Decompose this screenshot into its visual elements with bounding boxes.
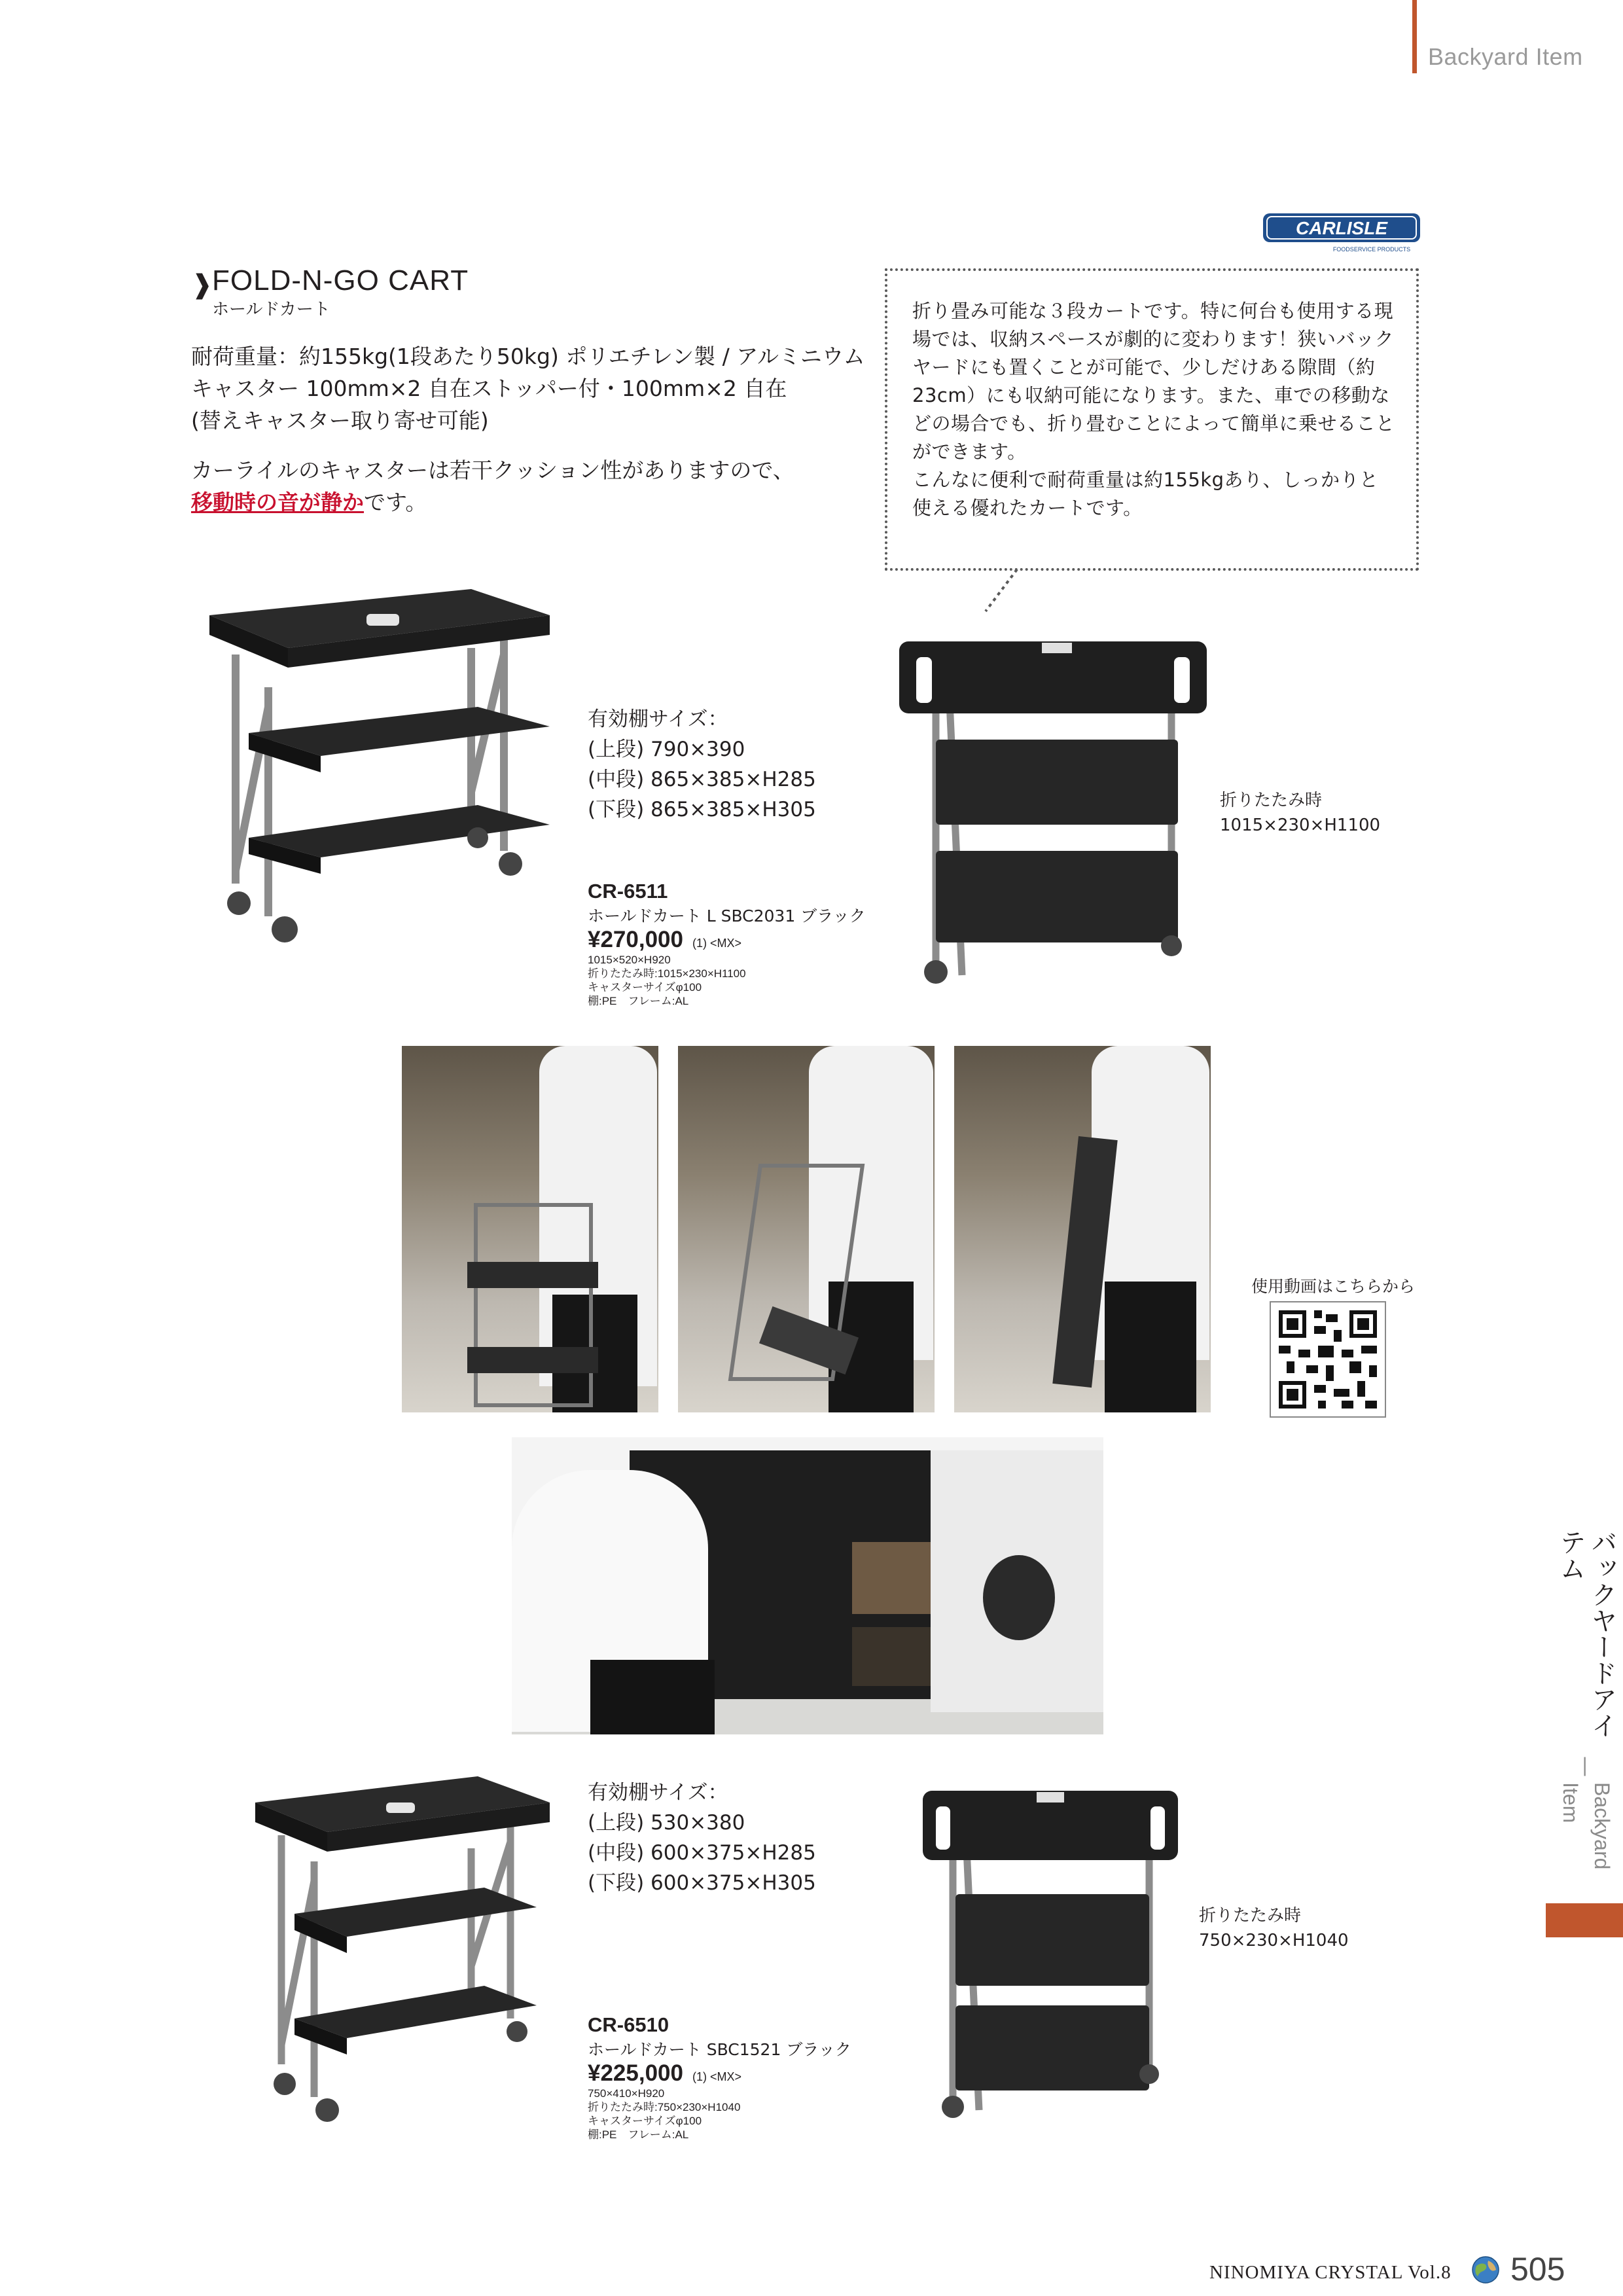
large-cart-photo: [196, 576, 563, 956]
size-top: (上段) 790×390: [588, 738, 745, 761]
size-bottom: (下段) 600×375×H305: [588, 1871, 816, 1895]
product-title: FOLD-N-GO CART: [212, 264, 469, 296]
large-product-info: [588, 880, 866, 1008]
side-tab-marker: [1546, 1903, 1623, 1937]
price-value: ¥225,000: [588, 2060, 683, 2086]
product-name: ホールドカート L SBC2031 ブラック: [588, 906, 866, 925]
usage-photo-3: [954, 1046, 1211, 1412]
product-subtitle: ホールドカート: [212, 300, 330, 319]
detail-line: 1015×520×H920: [588, 954, 671, 966]
svg-text:CARLISLE: CARLISLE: [1296, 218, 1387, 238]
quiet-highlight: 移動時の音が静か: [191, 490, 364, 515]
folded-label: 折りたたみ時: [1220, 791, 1323, 810]
folded-label: 折りたたみ時: [1199, 1906, 1302, 1926]
detail-line: 棚:PE フレーム:AL: [588, 2128, 689, 2141]
qr-code-icon[interactable]: [1270, 1301, 1386, 1418]
detail-line: 750×410×H920: [588, 2087, 665, 2100]
price-note: (1) <MX>: [692, 2070, 742, 2083]
video-label: 使用動画はこちらから: [1251, 1277, 1416, 1296]
title-chevron-icon: ❱: [191, 270, 213, 300]
size-bottom: (下段) 865×385×H305: [588, 798, 816, 821]
callout-text: 折り畳み可能な３段カートです。特に何台も使用する現場では、収納スペースが劇的に変わります！狭いバックヤードにも置くことが可能で、少しだけある隙間（約23cm）にも収納可能になります。また、車での移動などの場合でも、折り畳むことによって簡単に乗せることができます。 こんなに便利で耐荷重量は約155kgあり、しっかりと使える優れたカートです。: [912, 300, 1395, 519]
small-size-block: [588, 1778, 816, 1898]
svg-text:FOODSERVICE PRODUCTS: FOODSERVICE PRODUCTS: [1332, 246, 1411, 253]
size-middle: (中段) 865×385×H285: [588, 768, 816, 791]
note-line: カーライルのキャスターは若干クッション性がありますので、: [191, 457, 794, 483]
side-tab-dash: —: [1574, 1755, 1599, 1777]
spec-line: キャスター 100mm×2 自在ストッパー付・100mm×2 自在: [191, 376, 787, 401]
product-price: [588, 2060, 851, 2087]
page-number: 505: [1510, 2251, 1565, 2287]
folded-size: 750×230×H1040: [1199, 1931, 1349, 1950]
note-suffix: です。: [364, 490, 427, 515]
small-folded-cart-photo: [920, 1783, 1182, 2130]
footer-brand: NINOMIYA CRYSTAL Vol.8: [1209, 2262, 1452, 2283]
detail-line: 棚:PE フレーム:AL: [588, 995, 689, 1007]
small-product-info: [588, 2013, 851, 2142]
side-tab-en-label: Backyard Item: [1559, 1782, 1614, 1870]
detail-line: キャスターサイズφ100: [588, 981, 702, 994]
header-accent-bar: [1412, 0, 1417, 73]
product-price: [588, 927, 866, 953]
product-code: CR-6511: [588, 880, 668, 903]
globe-icon: [1471, 2255, 1500, 2284]
small-folded-info: [1199, 1903, 1349, 1953]
price-note: (1) <MX>: [692, 937, 742, 950]
large-folded-cart-photo: [897, 635, 1211, 1001]
size-title: 有効棚サイズ：: [588, 1781, 728, 1804]
carlisle-logo: [1260, 212, 1423, 254]
product-code: CR-6510: [588, 2013, 669, 2036]
spec-block: [191, 340, 878, 437]
van-loading-photo: [512, 1437, 1103, 1734]
spec-line: 耐荷重量：約155kg(1段あたり50kg) ポリエチレン製 / アルミニウム: [191, 344, 865, 369]
usage-photo-2: [678, 1046, 935, 1412]
folded-size: 1015×230×H1100: [1220, 816, 1381, 835]
size-top: (上段) 530×380: [588, 1811, 745, 1835]
size-title: 有効棚サイズ：: [588, 708, 728, 731]
side-tab: [1556, 1529, 1617, 1898]
detail-line: 折りたたみ時:750×230×H1040: [588, 2101, 741, 2113]
spec-line: (替えキャスター取り寄せ可能): [191, 408, 489, 433]
note-block: [191, 454, 878, 518]
detail-line: キャスターサイズφ100: [588, 2115, 702, 2127]
size-middle: (中段) 600×375×H285: [588, 1841, 816, 1865]
section-label: Backyard Item: [1428, 43, 1583, 70]
price-value: ¥270,000: [588, 927, 683, 952]
large-folded-info: [1220, 788, 1380, 838]
note-line: [191, 486, 878, 518]
small-cart-photo: [249, 1770, 563, 2123]
detail-line: 折りたたみ時:1015×230×H1100: [588, 967, 746, 980]
usage-photo-1: [402, 1046, 658, 1412]
large-size-block: [588, 704, 816, 825]
callout-tail: [972, 568, 1051, 614]
side-tab-jp-label: バックヤードアイテム: [1556, 1529, 1617, 1738]
product-name: ホールドカート SBC1521 ブラック: [588, 2040, 851, 2059]
